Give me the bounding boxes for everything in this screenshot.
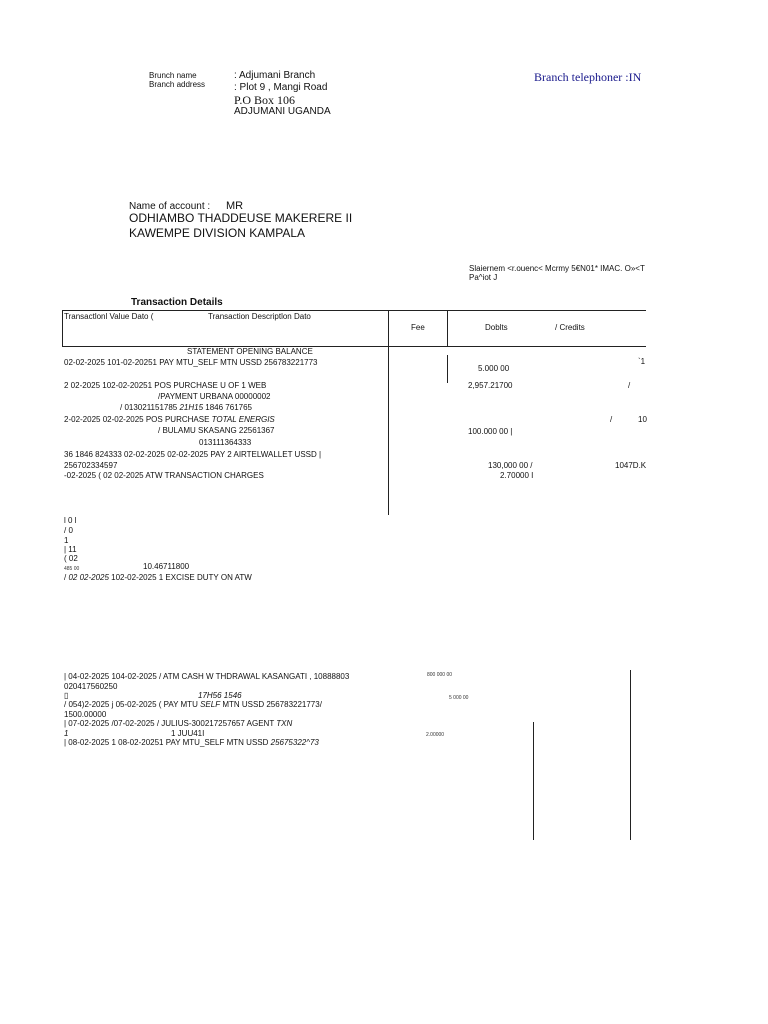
row2-line2: /PAYMENT URBANA 00000002 [158,392,271,401]
account-name-line1: ODHIAMBO THADDEUSE MAKERERE II [129,211,353,225]
header-debits: Doblts [485,323,508,332]
table-header-border [62,346,646,347]
table-top-border [62,310,646,311]
fragment-4: | 11 [64,545,77,554]
debit-column-divider-lower [447,355,448,383]
row4-debit: 130,000 00 / [488,461,533,470]
row2-description: 2 02-2025 102-02-20251 POS PURCHASE U OF 1 WEB [64,381,267,390]
lower-mid-divider [533,722,534,840]
branch-name-value: : Adjumani Branch [234,70,316,81]
account-name-label: Name of account : [129,201,211,212]
row4-right: 1047D.K [615,461,647,470]
table-left-border [62,310,63,346]
lower-row7-b: 1 JUU41I [171,729,205,738]
fragment-amount: 10.46711800 [143,562,190,571]
row1-description: 02-02-2025 101-02-20251 PAY MTU_SELF MTN USSD 256783221773 [64,358,318,367]
lower-row7-a: 1 [64,729,69,738]
row4-description: 36 1846 824333 02-02-2025 02-02-2025 PAY 2 AIRTELWALLET USSD | [64,450,322,459]
row3-description: 2-02-2025 02-02-2025 POS PURCHASE TOTAL ENERGIS [64,415,275,424]
section-title: Transaction Details [131,297,223,308]
account-name-line2: KAWEMPE DIVISION KAMPALA [129,226,306,240]
row5-debit: 2.70000 I [500,471,534,480]
fragment-5: ( 02 [64,554,78,563]
excise-duty-row: / 02 02-2025 102-02-2025 1 EXCISE DUTY ON ATW [64,573,252,582]
lower-row5: 1500.00000 [64,710,107,719]
fragment-tiny: 485 00 [64,566,80,572]
header-transaction-description: Transaction Descriptlon Dato [208,312,311,321]
header-transaction-value-date: Transactlonl Value Dato ( [64,312,154,321]
lower-row3-box: ▯ [64,691,69,700]
branch-address-line3: ADJUMANI UGANDA [234,106,331,117]
statement-note-line1: Slaiernem <r.ouenc< Mcrmy 5€N01* IMAC. O»<T [469,264,645,273]
row4-line2: 256702334597 [64,461,118,470]
lower-row3-amount: 5 000 00 [449,695,469,701]
row3-slash: / [610,415,613,424]
row3-debit: 100.000 00 | [468,427,513,436]
lower-row2: 020417560250 [64,682,118,691]
row5-description: -02-2025 ( 02 02-2025 ATW TRANSACTION CHARGES [64,471,264,480]
statement-note-line2: Pa^iot J [469,273,498,282]
lower-row7-amount: 2.00000 [426,732,445,738]
fee-column-divider [388,310,389,515]
branch-name-label: Brunch name [149,71,197,80]
debit-column-divider [447,310,448,346]
row1-right: `1 [638,357,646,366]
fragment-2: / 0 [64,526,73,535]
row3-right: 10 [638,415,647,424]
lower-row1: | 04-02-2025 104-02-2025 / ATM CASH W THDRAWAL KASANGATI , 10888803 [64,672,350,681]
row1-debit: 5.000 00 [478,364,510,373]
branch-address-line1: : Plot 9 , Mangi Road [234,82,328,93]
row2-debit: 2,957.21700 [468,381,513,390]
account-title: MR [226,200,244,212]
lower-row8: | 08-02-2025 1 08-02-20251 PAY MTU_SELF MTN USSD 25675322^73 [64,738,319,747]
header-fee: Fee [411,323,425,332]
header-credits: / Credits [555,323,585,332]
row3-line2: / BULAMU SKASANG 22561367 [158,426,275,435]
branch-address-line2: P.O Box 106 [234,93,296,107]
lower-row1-amount: 800 000 00 [427,672,453,678]
branch-telephone: Branch telephoner :IN [534,70,642,84]
lower-row6: | 07-02-2025 /07-02-2025 / JULIUS-300217257657 AGENT TXN [64,719,293,728]
lower-right-divider [630,670,631,840]
branch-address-label: Branch address [149,80,206,89]
lower-row4: / 054)2-2025 j 05-02-2025 ( PAY MTU SELF MTN USSD 256783221773/ [64,700,322,709]
fragment-1: l 0 l [64,516,77,525]
opening-balance: STATEMENT OPENING BALANCE [187,347,313,356]
row2-slash: / [628,381,631,390]
lower-row3-text: 17H56 1546 [198,691,242,700]
fragment-3: 1 [64,536,69,545]
row2-line3: / 013021151785 21H15 1846 761765 [120,403,252,412]
row3-line3: 013111364333 [199,438,252,447]
